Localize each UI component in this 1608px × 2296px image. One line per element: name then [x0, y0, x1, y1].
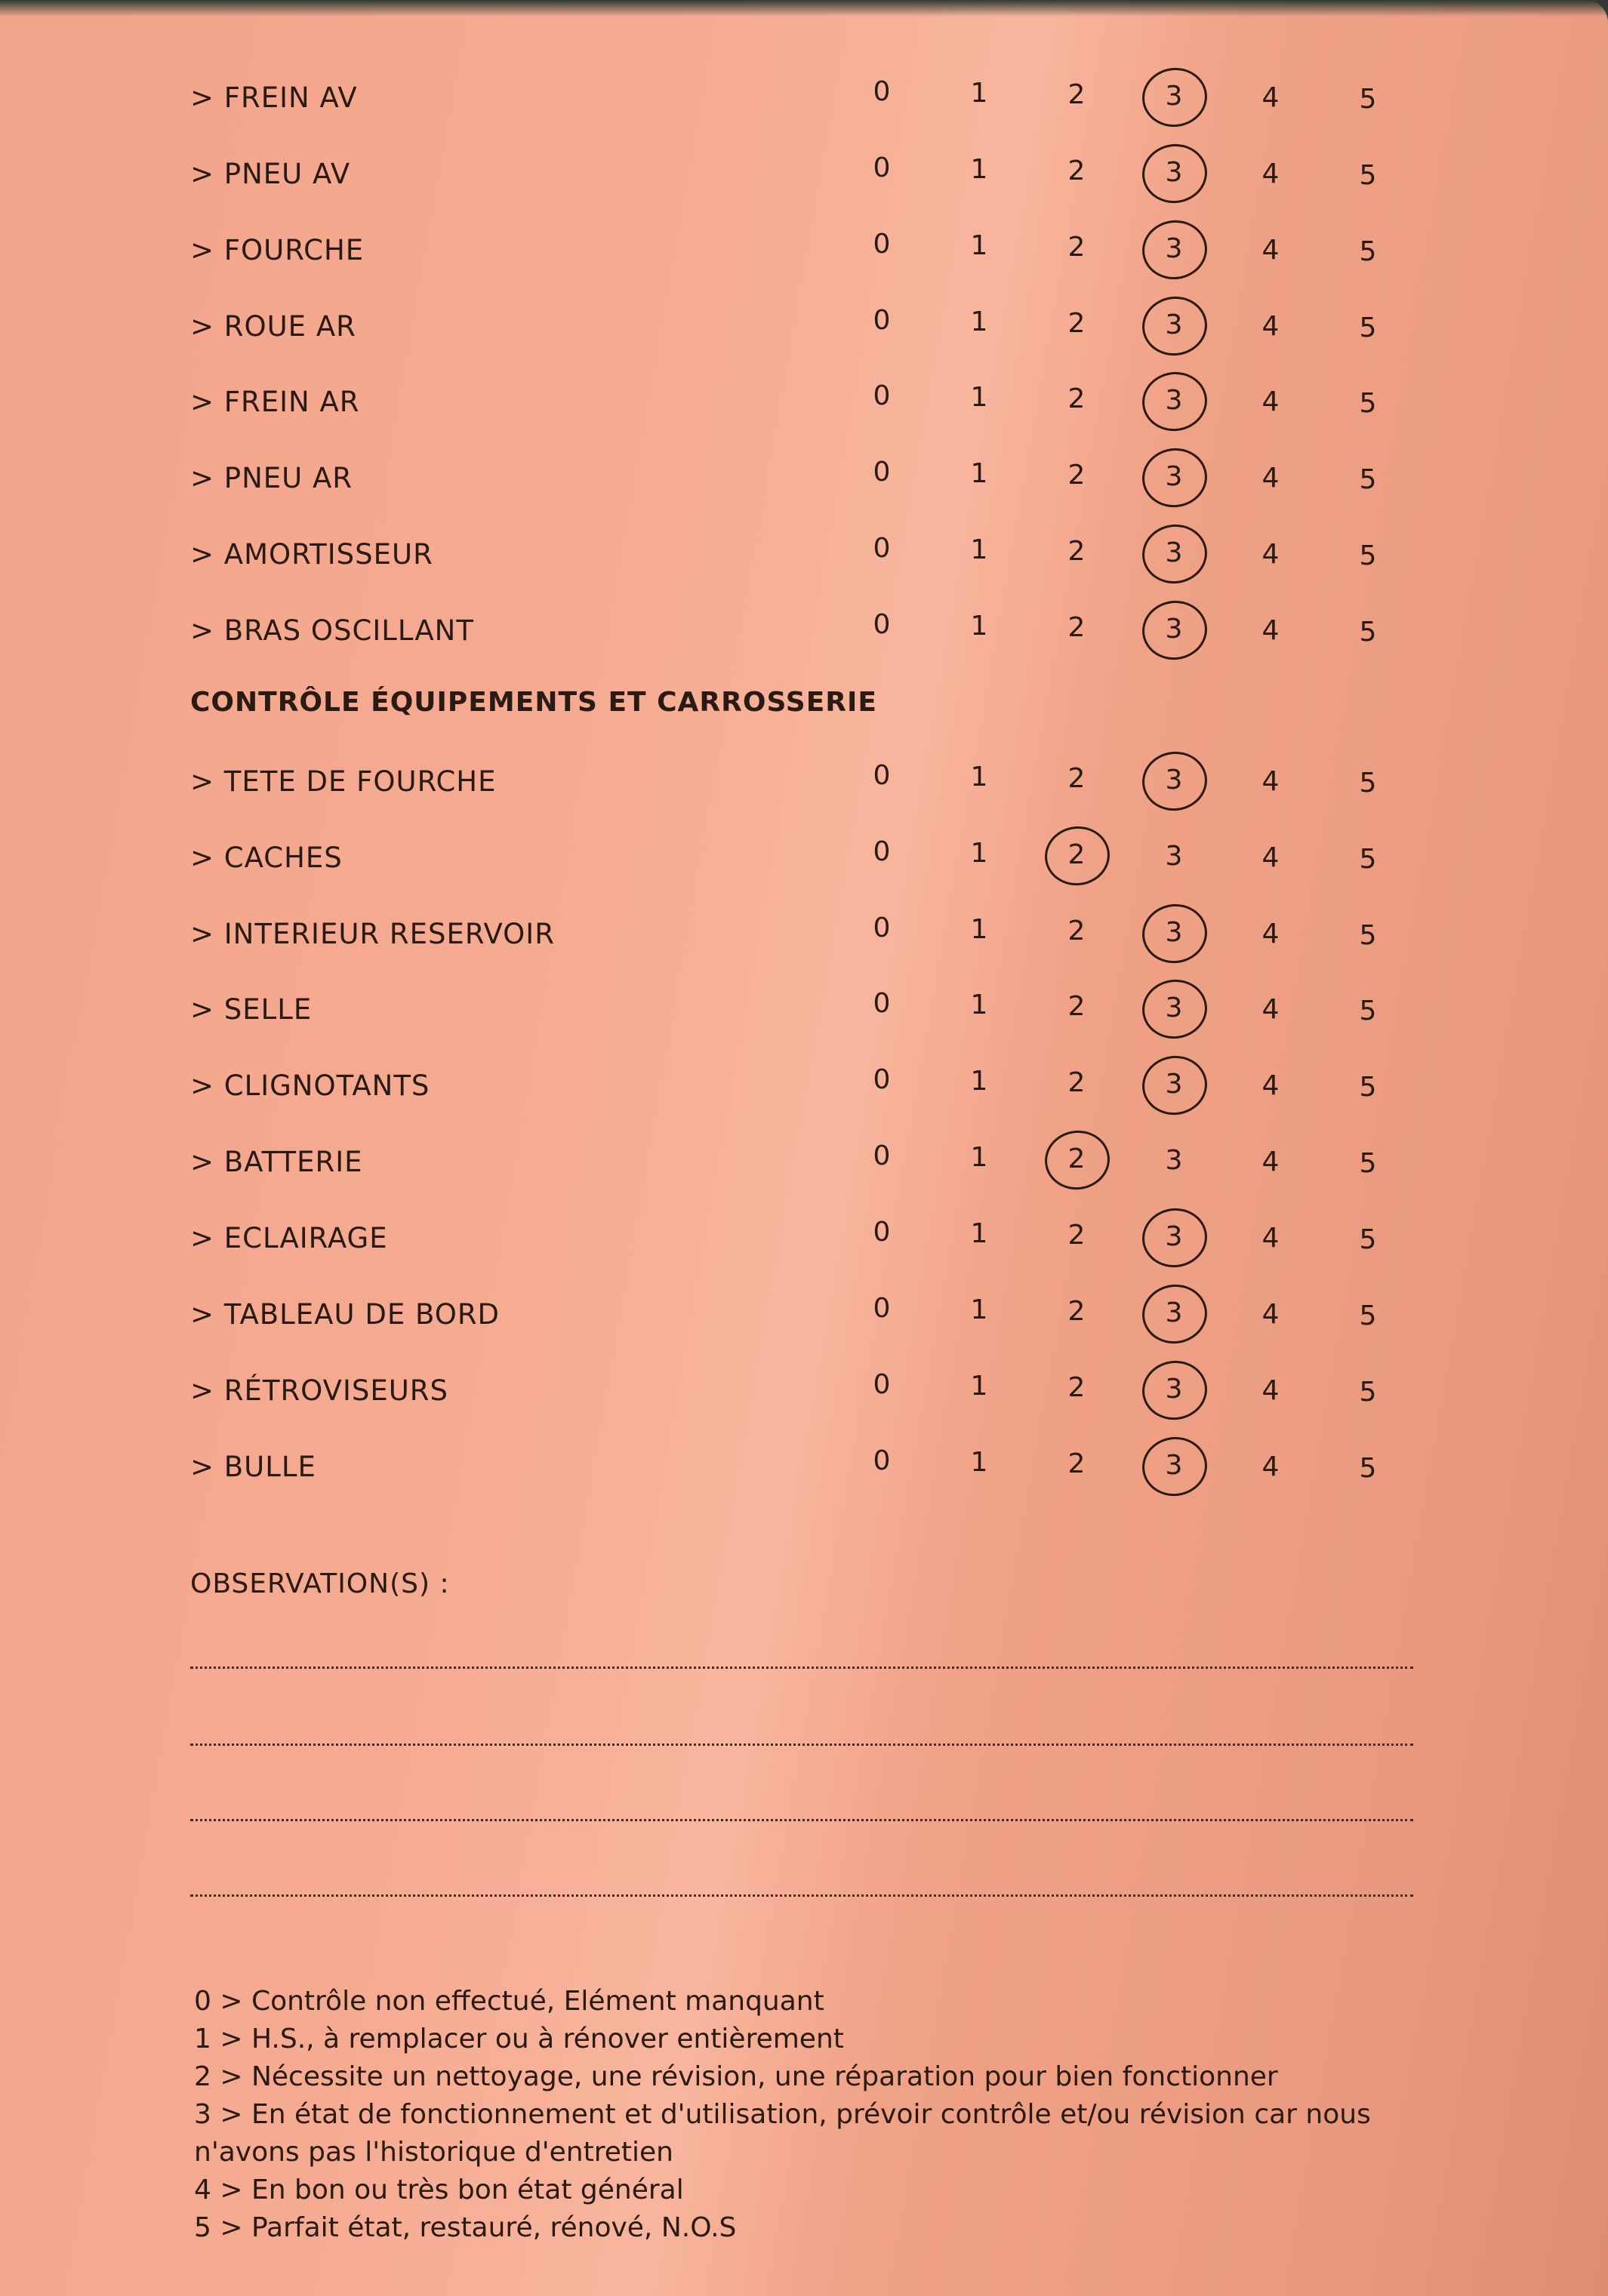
score-option-1[interactable]: 1	[970, 762, 988, 793]
score-option-1[interactable]: 1	[970, 534, 988, 565]
score-option-0[interactable]: 0	[873, 609, 891, 640]
observation-line[interactable]	[190, 1667, 1413, 1669]
row-label: > BATTERIE	[190, 1146, 363, 1178]
legend-item-4: 4 > En bon ou très bon état général	[194, 2174, 684, 2205]
score-option-5[interactable]: 5	[1359, 1377, 1377, 1408]
score-option-5[interactable]: 5	[1359, 540, 1377, 571]
score-option-5[interactable]: 5	[1359, 160, 1377, 191]
legend-item-1: 1 > H.S., à remplacer ou à rénover entièrement	[194, 2024, 844, 2054]
score-option-4[interactable]: 4	[1261, 539, 1280, 570]
score-option-4[interactable]: 4	[1261, 1146, 1280, 1177]
score-option-0[interactable]: 0	[873, 1369, 891, 1400]
row-label: > FREIN AR	[190, 386, 360, 418]
legend-item-0: 0 > Contrôle non effectué, Elément manquant	[194, 1986, 824, 2017]
score-option-3[interactable]: 3	[1151, 1291, 1197, 1336]
score-option-2[interactable]: 2	[1067, 79, 1086, 110]
legend-item-2: 2 > Nécessite un nettoyage, une révision, une réparation pour bien fonctionner	[194, 2061, 1278, 2092]
score-option-0[interactable]: 0	[873, 229, 891, 260]
score-option-0[interactable]: 0	[873, 988, 891, 1019]
row-label: > INTERIEUR RESERVOIR	[190, 918, 555, 950]
score-option-0[interactable]: 0	[873, 76, 891, 107]
score-option-1[interactable]: 1	[970, 989, 988, 1020]
score-option-3[interactable]: 3	[1151, 531, 1197, 576]
score-option-3[interactable]: 3	[1151, 454, 1197, 500]
score-option-0[interactable]: 0	[873, 533, 891, 564]
score-option-5[interactable]: 5	[1359, 1148, 1377, 1179]
score-option-2[interactable]: 2	[1067, 536, 1086, 567]
row-label: > BRAS OSCILLANT	[190, 614, 474, 647]
score-option-3[interactable]: 3	[1151, 303, 1197, 348]
observation-line[interactable]	[190, 1894, 1413, 1897]
score-option-2[interactable]: 2	[1054, 833, 1099, 878]
score-option-3[interactable]: 3	[1151, 378, 1197, 423]
score-option-3[interactable]: 3	[1151, 1443, 1197, 1488]
row-label: > TABLEAU DE BORD	[190, 1298, 501, 1331]
row-label: > SELLE	[190, 993, 313, 1026]
score-option-1[interactable]: 1	[970, 1218, 988, 1249]
score-option-1[interactable]: 1	[970, 1447, 988, 1478]
score-option-2[interactable]: 2	[1067, 991, 1086, 1022]
score-option-5[interactable]: 5	[1359, 1300, 1377, 1331]
score-option-4[interactable]: 4	[1261, 235, 1280, 266]
score-option-2[interactable]: 2	[1067, 155, 1086, 186]
score-option-3[interactable]: 3	[1151, 607, 1197, 652]
score-option-1[interactable]: 1	[970, 230, 988, 261]
row-label: > RÉTROVISEURS	[190, 1374, 448, 1407]
score-option-4[interactable]: 4	[1261, 1375, 1280, 1406]
score-option-4[interactable]: 4	[1261, 842, 1280, 873]
legend-item-5: 5 > Parfait état, restauré, rénové, N.O.S	[194, 2212, 737, 2243]
row-label: > AMORTISSEUR	[190, 538, 433, 571]
score-option-0[interactable]: 0	[873, 1293, 891, 1324]
score-option-2[interactable]: 2	[1067, 916, 1086, 946]
score-option-1[interactable]: 1	[970, 914, 988, 945]
score-option-4[interactable]: 4	[1261, 159, 1280, 189]
score-option-4[interactable]: 4	[1261, 1299, 1280, 1330]
score-option-2[interactable]: 2	[1067, 1296, 1086, 1327]
score-option-0[interactable]: 0	[873, 457, 891, 488]
score-option-3[interactable]: 3	[1151, 1062, 1197, 1107]
score-option-3[interactable]: 3	[1165, 841, 1183, 872]
score-option-0[interactable]: 0	[873, 1217, 891, 1248]
score-option-2[interactable]: 2	[1067, 383, 1086, 414]
score-option-0[interactable]: 0	[873, 836, 891, 867]
score-option-5[interactable]: 5	[1359, 844, 1377, 875]
score-option-0[interactable]: 0	[873, 305, 891, 336]
score-option-0[interactable]: 0	[873, 152, 891, 183]
score-option-4[interactable]: 4	[1261, 994, 1280, 1025]
score-option-5[interactable]: 5	[1359, 236, 1377, 267]
score-option-1[interactable]: 1	[970, 382, 988, 413]
score-option-4[interactable]: 4	[1261, 311, 1280, 342]
score-option-1[interactable]: 1	[970, 1371, 988, 1402]
score-option-5[interactable]: 5	[1359, 84, 1377, 115]
legend-item-3: 3 > En état de fonctionnement et d'utilisation, prévoir contrôle et/ou révision car nous n'avons pas l'historique d'entretien	[194, 2099, 1371, 2168]
score-option-2[interactable]: 2	[1067, 1067, 1086, 1098]
score-option-4[interactable]: 4	[1261, 766, 1280, 797]
score-option-3[interactable]: 3	[1151, 1367, 1197, 1412]
row-label: > PNEU AV	[190, 158, 351, 190]
score-option-2[interactable]: 2	[1067, 1372, 1086, 1403]
score-option-4[interactable]: 4	[1261, 1223, 1280, 1254]
score-option-5[interactable]: 5	[1359, 312, 1377, 343]
score-option-4[interactable]: 4	[1261, 919, 1280, 949]
row-label: > FREIN AV	[190, 82, 358, 114]
score-option-2[interactable]: 2	[1067, 612, 1086, 643]
score-option-3[interactable]: 3	[1151, 758, 1197, 803]
row-label: > CACHES	[190, 842, 343, 874]
score-option-1[interactable]: 1	[970, 154, 988, 185]
score-option-2[interactable]: 2	[1067, 1220, 1086, 1251]
score-option-0[interactable]: 0	[873, 1140, 891, 1171]
row-label: > FOURCHE	[190, 234, 365, 266]
score-option-5[interactable]: 5	[1359, 617, 1377, 648]
score-option-0[interactable]: 0	[873, 380, 891, 411]
row-label: > CLIGNOTANTS	[190, 1070, 430, 1102]
score-option-4[interactable]: 4	[1261, 1451, 1280, 1482]
score-option-0[interactable]: 0	[873, 1064, 891, 1095]
score-option-2[interactable]: 2	[1067, 763, 1086, 794]
score-option-4[interactable]: 4	[1261, 1070, 1280, 1101]
score-option-1[interactable]: 1	[970, 1142, 988, 1173]
score-option-4[interactable]: 4	[1261, 463, 1280, 494]
observations-title: OBSERVATION(S) :	[190, 1568, 450, 1599]
score-option-5[interactable]: 5	[1359, 1072, 1377, 1103]
score-option-1[interactable]: 1	[970, 611, 988, 642]
score-option-4[interactable]: 4	[1261, 82, 1280, 113]
row-label: > TETE DE FOURCHE	[190, 765, 497, 798]
score-option-1[interactable]: 1	[970, 838, 988, 869]
score-option-1[interactable]: 1	[970, 306, 988, 337]
score-option-4[interactable]: 4	[1261, 615, 1280, 646]
row-label: > PNEU AR	[190, 462, 353, 494]
top-shadow	[0, 0, 1608, 17]
score-option-1[interactable]: 1	[970, 78, 988, 109]
observation-line[interactable]	[190, 1819, 1413, 1821]
score-option-4[interactable]: 4	[1261, 386, 1280, 417]
score-option-0[interactable]: 0	[873, 913, 891, 943]
score-option-5[interactable]: 5	[1359, 768, 1377, 799]
score-option-3[interactable]: 3	[1151, 910, 1197, 956]
score-option-5[interactable]: 5	[1359, 1224, 1377, 1255]
score-option-1[interactable]: 1	[970, 458, 988, 489]
section-title-equipements: CONTRÔLE ÉQUIPEMENTS ET CARROSSERIE	[190, 687, 878, 718]
score-option-1[interactable]: 1	[970, 1066, 988, 1097]
score-option-5[interactable]: 5	[1359, 388, 1377, 419]
score-option-2[interactable]: 2	[1067, 232, 1086, 263]
score-option-5[interactable]: 5	[1359, 996, 1377, 1026]
score-option-2[interactable]: 2	[1067, 308, 1086, 339]
score-option-3[interactable]: 3	[1151, 1214, 1197, 1260]
score-option-3[interactable]: 3	[1151, 986, 1197, 1031]
row-label: > BULLE	[190, 1451, 316, 1483]
score-option-3[interactable]: 3	[1151, 74, 1197, 119]
row-label: > ECLAIRAGE	[190, 1222, 388, 1254]
score-option-1[interactable]: 1	[970, 1294, 988, 1325]
score-option-3[interactable]: 3	[1151, 150, 1197, 195]
score-option-5[interactable]: 5	[1359, 1453, 1377, 1484]
score-option-2[interactable]: 2	[1067, 1448, 1086, 1479]
score-option-2[interactable]: 2	[1054, 1137, 1099, 1182]
score-option-0[interactable]: 0	[873, 760, 891, 791]
score-option-5[interactable]: 5	[1359, 464, 1377, 495]
row-label: > ROUE AR	[190, 310, 356, 343]
score-option-2[interactable]: 2	[1067, 460, 1086, 491]
observation-line[interactable]	[190, 1744, 1413, 1746]
score-option-3[interactable]: 3	[1151, 226, 1197, 272]
score-option-0[interactable]: 0	[873, 1445, 891, 1476]
score-option-5[interactable]: 5	[1359, 920, 1377, 951]
score-option-3[interactable]: 3	[1165, 1145, 1183, 1176]
